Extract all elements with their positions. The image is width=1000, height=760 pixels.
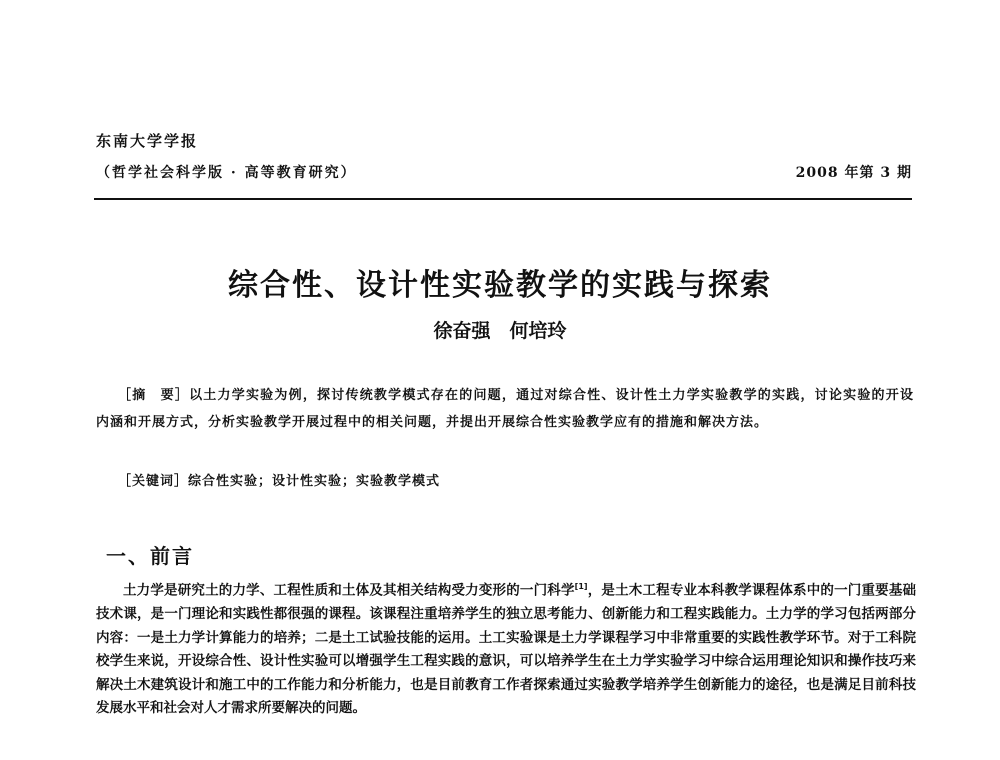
reference-marker[interactable]: [1]	[574, 582, 588, 591]
keywords-label: ［关键词］	[118, 474, 189, 489]
issue-number: 2008 年第 3 期	[795, 165, 912, 181]
journal-subtitle: （哲学社会科学版 · 高等教育研究）	[96, 165, 357, 181]
intro-text-part1: 土力学是研究土的力学、工程性质和土体及其相关结构受力变形的一门科学	[123, 582, 575, 599]
abstract	[96, 382, 914, 436]
abstract-text: 以土力学实验为例，探讨传统教学模式存在的问题，通过对综合性、设计性土力学实验教学的实践，讨论实验的开设内涵和开展方式，分析实验教学开展过程中的相关问题，并提出开展综合性实验教学应有的措施和解决方法。	[96, 388, 914, 430]
keywords	[118, 470, 908, 489]
journal-name: 东南大学学报	[96, 132, 199, 150]
section-heading: 一、前言	[106, 544, 194, 568]
article-title: 综合性、设计性实验教学的实践与探索	[228, 268, 772, 304]
header-rule	[94, 198, 912, 200]
keywords-text: 综合性实验；设计性实验；实验教学模式	[188, 474, 441, 489]
abstract-label: ［摘 要］	[118, 388, 190, 403]
intro-text-part2: ，是土木工程专业本科教学课程体系中的一门重要基础技术课，是一门理论和实践性都很强的课程。该课程注重培养学生的独立思考能力、创新能力和工程实践能力。土力学的学习包括两部分内容：一是土力学计算能力的培养；二是土工试验技能的运用。土工实验课是土力学课程学习中非常重要的实践性教学环节。对于工科院校学生来说，开设综合性、设计性实验可以增强学生工程实践的意识，可以培养学生在土力学实验学习中综合运用理论知识和操作技巧来解决土木建筑设计和施工中的工作能力和分析能力，也是目前教育工作者探索通过实验教学培养学生创新能力的途径，也是满足目前科技发展水平和社会对人才需求所要解决的问题。	[96, 582, 917, 716]
article-authors: 徐奋强 何培玲	[433, 320, 567, 342]
intro-paragraph	[96, 575, 916, 721]
